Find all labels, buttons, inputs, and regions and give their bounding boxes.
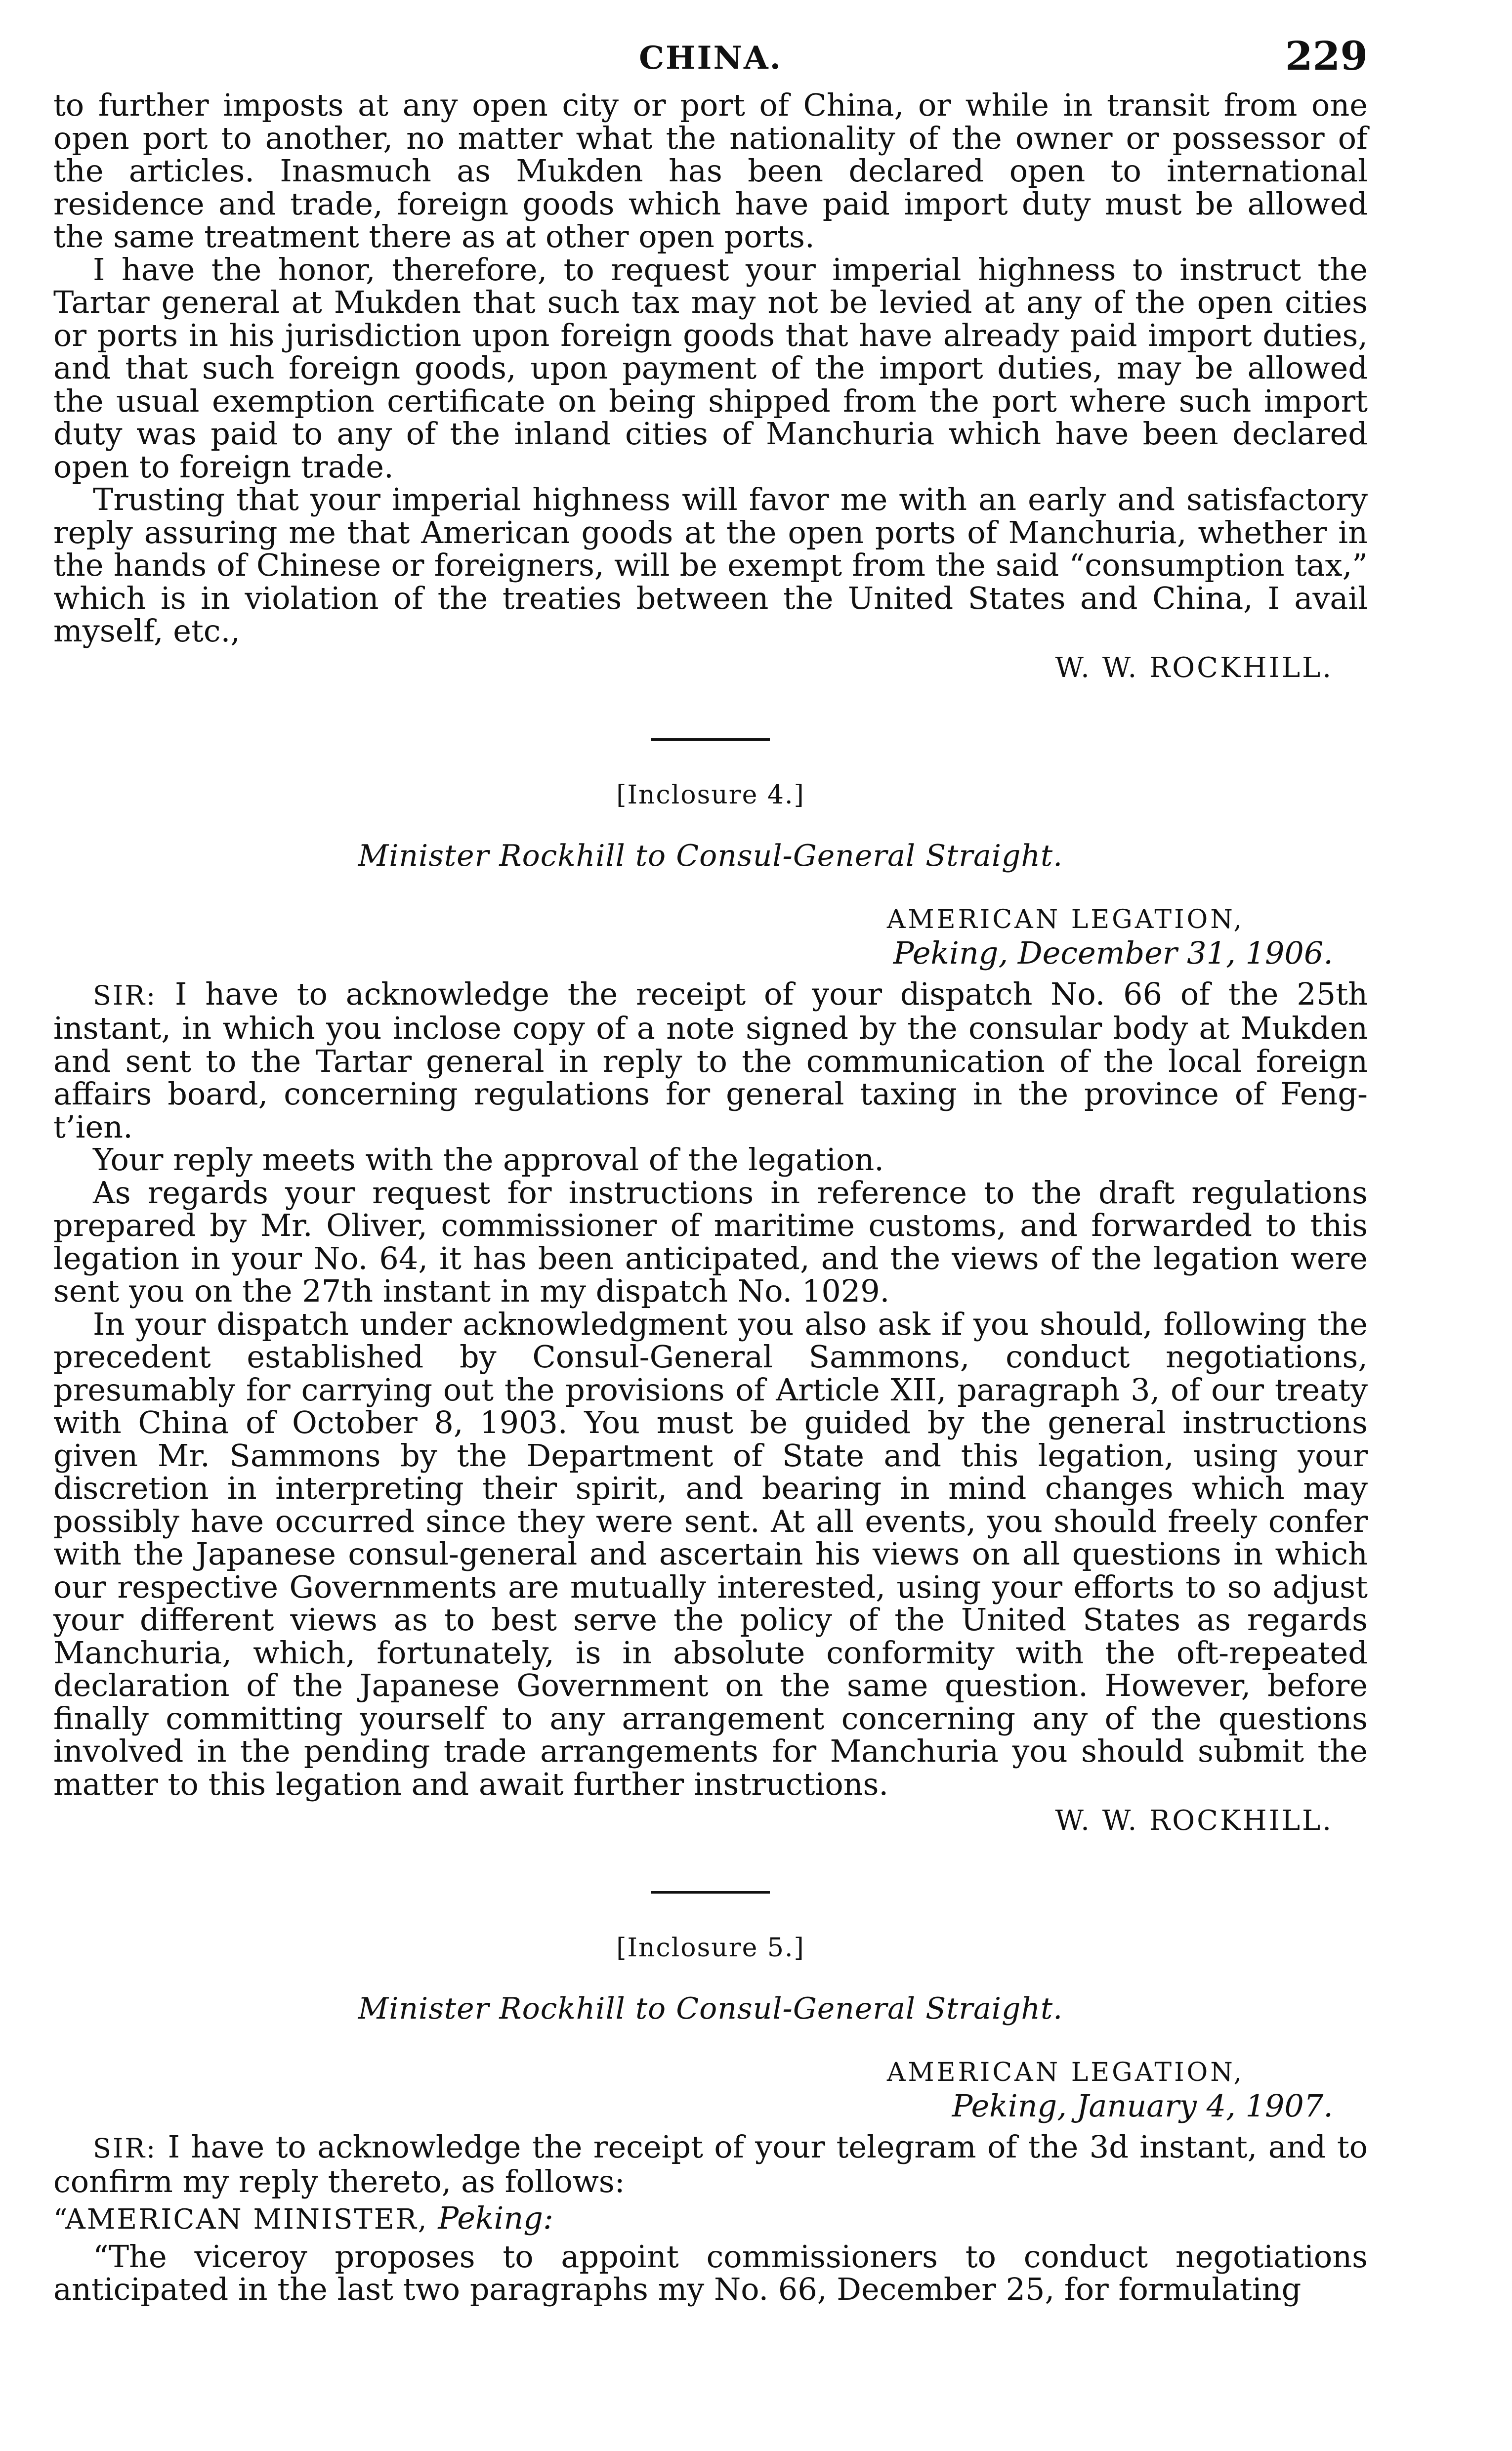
inclosure-5-section [53,1933,1368,2306]
salutation: SIR: [93,2133,157,2164]
telegram-address [53,2202,1368,2237]
section-divider [651,738,770,741]
section-divider [651,1891,770,1894]
telegram-text: “The viceroy proposes to appoint commissioners to conduct negotiations anticipated in the last two paragraphs my No. 66, December 25, for formulating [53,2238,1368,2307]
continuation-paragraph: to further imposts at any open city or port of China, or while in transit from one open port to another, no matter what the nationality of the owner or possessor of the articles. Inasmuch as Mukden has been declared open to international residence and trade, foreign goods which have paid import duty must be allowed the same treatment there as at other open ports. [53,87,1368,254]
inclosure-label: [Inclosure 5.] [616,1933,805,1963]
place-date: Peking, December 31, 1906. [893,934,1333,971]
inclosure-label: [Inclosure 4.] [616,780,805,810]
dateline [53,903,1368,970]
body-paragraph: I have to acknowledge the receipt of your telegram of the 3d instant, and to confirm my reply thereto, as follows: [53,2129,1368,2199]
salutation: SIR: [93,979,157,1011]
closing-paragraph: Trusting that your imperial highness will favor me with an early and satisfactory reply assuring me that American goods at the open ports of Manchuria, whether in the hands of Chinese or foreigners, will be exempt from the said “consumption tax,” which is in violation of the treaties between the United States and China, I avail myself, etc., [53,481,1368,649]
request-paragraph: I have the honor, therefore, to request your imperial highness to instruct the Tartar general at Mukden that such tax may not be levied at any of the open cities or ports in his jurisdiction upon foreign goods that have already paid import duties, and that such foreign goods, upon payment of the import duties, may be allowed the usual exemption certificate on being shipped from the port where such import duty was paid to any of the inland cities of Manchuria which have been declared open to foreign trade. [53,251,1368,485]
telegram-place: Peking: [438,2200,553,2236]
telegram-recipient: “AMERICAN MINISTER, [53,2203,428,2236]
signature: W. W. ROCKHILL. [1055,1805,1333,1837]
body-paragraph: In your dispatch under acknowledgment you also ask if you should, following the precedent established by Consul-General Sammons, conduct negotiations, presumably for carrying out the provisions of Article XII, paragraph 3, of our treaty with China of October 8, 1903. You must be guided by the general instructions given Mr. Sammons by the Department of State and this legation, using your discretion in interpreting their spirit, and bearing in mind changes which may possibly have occurred since they were sent. At all events, you should freely confer with the Japanese consul-general and ascertain his views on all questions in which our respective Governments are mutually interested, using your efforts to so adjust your different views as to best serve the policy of the United States as regards Manchuria, which, fortunately, is in absolute conformity with the oft-repeated declaration of the Japanese Government on the same question. However, before finally committing yourself to any arrangement concerning any of the questions involved in the pending trade arrangements for Manchuria you should submit the matter to this legation and await further instructions. [53,1306,1368,1802]
body-paragraph: I have to acknowledge the receipt of your dispatch No. 66 of the 25th instant, in which you inclose copy of a note signed by the consular body at Mukden and sent to the Tartar general in reply to the communication of the local foreign affairs board, concerning regulations for general taxing in the province of Feng-t’ien. [53,975,1368,1145]
legation-name: AMERICAN LEGATION, [886,904,1244,934]
inclosure-4-section [53,780,1368,1837]
dateline [53,2056,1368,2123]
document-page [53,20,1368,2431]
body-paragraph: As regards your request for instructions in reference to the draft regulations prepared by Mr. Oliver, commissioner of maritime customs, and forwarded to this legation in your No. 64, it has been anticipated, and the views of the legation were sent you on the 27th instant in my dispatch No. 1029. [53,1174,1368,1309]
signature: W. W. ROCKHILL. [1055,651,1333,684]
running-header [53,20,1368,89]
legation-name: AMERICAN LEGATION, [886,2058,1244,2087]
place-date: Peking, January 4, 1907. [952,2088,1333,2124]
letter-heading: Minister Rockhill to Consul-General Straight. [358,1991,1063,2026]
salutation-paragraph [53,2131,1368,2198]
page-number: 229 [1285,33,1368,79]
letter-heading: Minister Rockhill to Consul-General Straight. [358,838,1063,873]
salutation-paragraph [53,975,1368,1145]
running-title: CHINA. [639,40,782,77]
body-paragraph: Your reply meets with the approval of the legation. [93,1141,884,1178]
opening-letter-section [53,89,1368,684]
